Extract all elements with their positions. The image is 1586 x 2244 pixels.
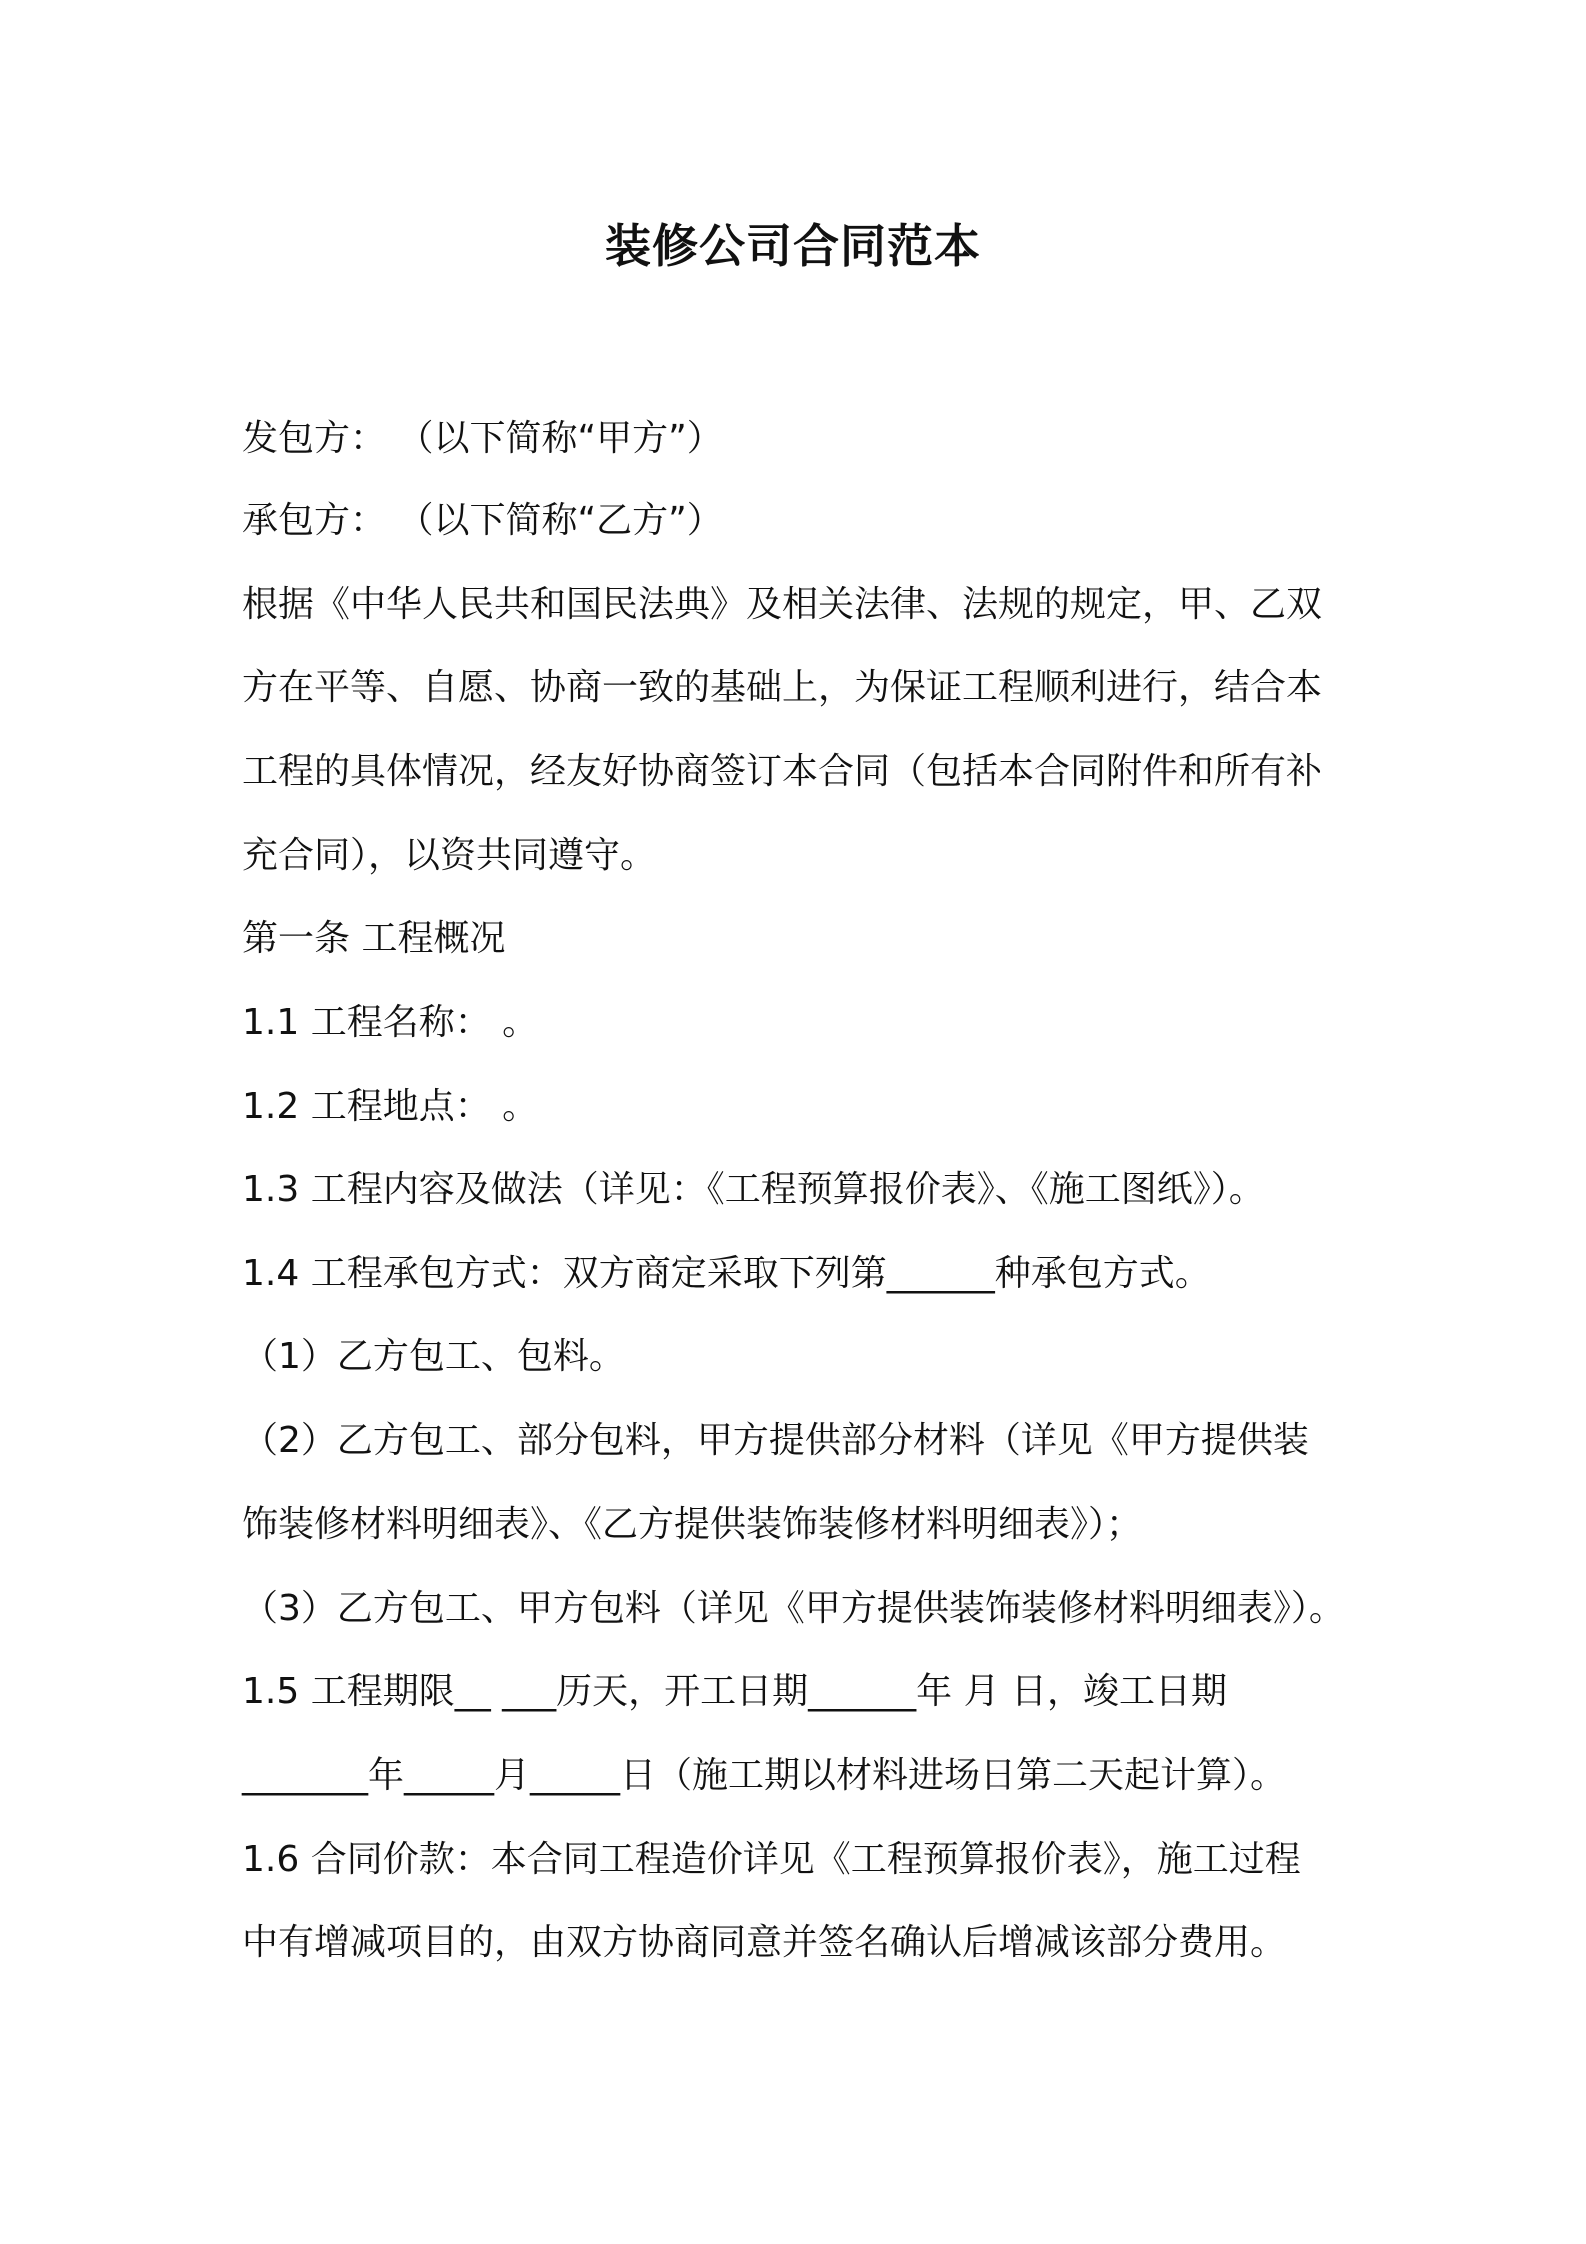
preamble-line: 根据《中华人民共和国民法典》及相关法律、法规的规定，甲、乙双 [242,584,1323,625]
clause-option-2-cont: 饰装修材料明细表》、《乙方提供装饰装修材料明细表》）； [242,1504,1143,1545]
document-title: 装修公司合同范本 [605,219,981,273]
clause-1-1: 1.1 工程名称： 。 [242,1002,539,1043]
clause-1-3: 1.3 工程内容及做法（详见：《工程预算报价表》、《施工图纸》）。 [242,1169,1265,1210]
clause-1-2: 1.2 工程地点： 。 [242,1086,539,1127]
article-heading: 第一条 工程概况 [242,918,506,959]
preamble-line: 工程的具体情况，经友好协商签订本合同（包括本合同附件和所有补 [242,751,1323,792]
clause-1-4: 1.4 工程承包方式：双方商定采取下列第______种承包方式。 [242,1253,1211,1294]
preamble-line: 方在平等、自愿、协商一致的基础上，为保证工程顺利进行，结合本 [242,667,1323,708]
clause-1-6-cont: 中有增减项目的，由双方协商同意并签名确认后增减该部分费用。 [242,1922,1287,1963]
party-a-line: 发包方： （以下简称“甲方”） [242,418,723,459]
clause-option-3: （3）乙方包工、甲方包料（详见《甲方提供装饰装修材料明细表》）。 [242,1588,1345,1629]
clause-1-5-cont: _______年_____月_____日（施工期以材料进场日第二天起计算）。 [242,1755,1287,1796]
clause-option-2: （2）乙方包工、部分包料，甲方提供部分材料（详见《甲方提供装 [242,1420,1309,1461]
clause-1-6: 1.6 合同价款：本合同工程造价详见《工程预算报价表》，施工过程 [242,1839,1301,1880]
preamble-line: 充合同），以资共同遵守。 [242,835,657,876]
party-b-line: 承包方： （以下简称“乙方”） [242,500,723,541]
clause-1-5: 1.5 工程期限__ ___历天，开工日期______年 月 日，竣工日期 [242,1671,1228,1712]
clause-option-1: （1）乙方包工、包料。 [242,1336,625,1377]
